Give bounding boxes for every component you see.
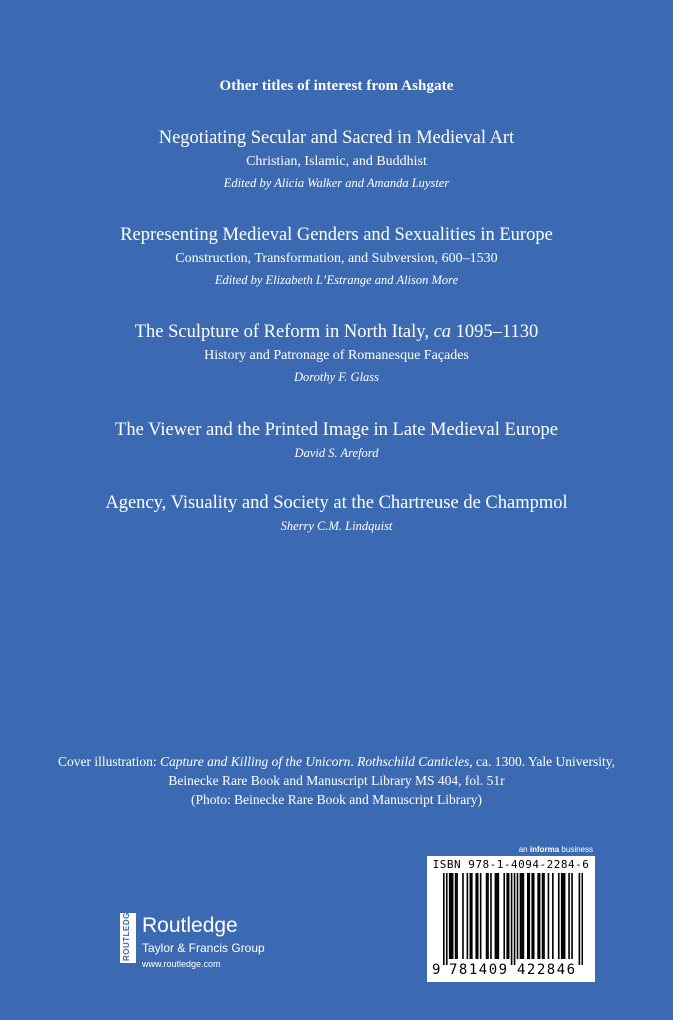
barcode-bar	[503, 873, 505, 959]
barcode-bar	[496, 873, 498, 959]
barcode-bar	[471, 873, 473, 959]
book-entry	[0, 419, 673, 461]
artwork-source: Rothschild Canticles	[357, 754, 470, 769]
barcode-bar	[579, 873, 581, 965]
barcode-bar	[480, 873, 482, 959]
barcode-bar	[523, 873, 525, 959]
book-entry	[0, 321, 673, 385]
book-author: Dorothy F. Glass	[293, 370, 380, 384]
barcode-group-2: 422846	[517, 962, 577, 978]
barcode-bar	[446, 873, 448, 965]
book-subtitle: Construction, Transformation, and Subversion, 600–1530	[175, 251, 498, 266]
barcode-bar	[561, 873, 563, 959]
barcode-bar	[490, 873, 492, 959]
barcode-bar	[542, 873, 544, 959]
barcode-bar	[462, 873, 464, 959]
book-entry	[0, 224, 673, 288]
barcode-bar	[539, 873, 541, 959]
barcode-bar	[531, 873, 533, 959]
barcode-bar	[548, 873, 550, 959]
cover-illustration-line-2: Beinecke Rare Book and Manuscript Library MS 404, fol. 51r	[168, 773, 505, 788]
logo-spine-mark	[120, 906, 136, 963]
cover-illustration-line-1: Cover illustration: Capture and Killing of the Unicorn. Rothschild Canticles, ca. 1300. Yale University,	[58, 754, 615, 769]
barcode-bar	[520, 873, 522, 959]
publisher-group: Taylor & Francis Group	[142, 941, 265, 955]
routledge-logo	[120, 906, 300, 973]
barcode-bar	[477, 873, 479, 959]
barcode-bar	[449, 873, 451, 959]
barcode-bar	[487, 873, 489, 959]
barcode-bar	[508, 873, 510, 959]
book-title-dates: 1095–1130	[451, 322, 539, 342]
barcode-bar	[543, 873, 545, 959]
publisher-name: Routledge	[142, 914, 238, 937]
book-entry	[0, 492, 673, 534]
barcode-bar	[470, 873, 472, 959]
book-title: Representing Medieval Genders and Sexualities in Europe	[120, 225, 553, 245]
book-subtitle: History and Patronage of Romanesque Façades	[204, 348, 469, 363]
book-entry	[0, 127, 673, 191]
book-title: The Viewer and the Printed Image in Late Medieval Europe	[115, 420, 558, 440]
barcode-bar	[511, 873, 513, 965]
barcode-bar	[495, 873, 497, 959]
book-subtitle: Christian, Islamic, and Buddhist	[246, 154, 427, 169]
informa-business-label: an informa business	[518, 845, 593, 854]
book-title-main: The Sculpture of Reform in North Italy,	[134, 322, 434, 342]
book-title: Negotiating Secular and Sacred in Medieval Art	[158, 128, 515, 148]
book-title-italic: ca	[433, 322, 452, 342]
barcode-bar	[533, 873, 535, 959]
cover-illustration-line-3: (Photo: Beinecke Rare Book and Manuscript Library)	[191, 792, 482, 807]
cover-illustration-credit	[0, 752, 673, 809]
barcode-bar	[562, 873, 564, 959]
barcode-bar	[552, 873, 554, 959]
barcode-bar	[498, 873, 500, 959]
section-heading: Other titles of interest from Ashgate	[219, 78, 454, 94]
book-author: David S. Areford	[294, 446, 379, 460]
barcode-bar	[582, 873, 583, 965]
barcode-bar	[568, 873, 570, 959]
book-editors: Edited by Alicia Walker and Amanda Luyster	[223, 176, 450, 190]
book-author: Sherry C.M. Lindquist	[280, 519, 393, 533]
barcode-bar	[456, 873, 458, 959]
barcode-bar	[486, 873, 488, 959]
publisher-url: www.routledge.com	[142, 959, 221, 969]
book-editors: Edited by Elizabeth L’Estrange and Alison More	[214, 273, 459, 287]
book-title	[0, 321, 673, 343]
barcode-bar	[452, 873, 454, 959]
barcode-lead-digit: 9	[432, 962, 441, 978]
barcode-bar	[455, 873, 457, 959]
barcode-bar	[521, 873, 523, 959]
barcode-bar	[564, 873, 566, 959]
barcode-bar	[514, 873, 516, 965]
barcode-bar	[475, 873, 477, 959]
barcode-group-1: 781409	[449, 962, 509, 978]
artwork-title: Capture and Killing of the Unicorn	[160, 754, 351, 769]
barcode-bar	[517, 873, 519, 959]
barcode-bar	[528, 873, 530, 959]
isbn-barcode	[427, 856, 595, 982]
barcode-bar	[443, 873, 445, 965]
barcode-bar	[571, 873, 573, 959]
barcode-bars	[443, 873, 583, 965]
barcode-bar	[506, 873, 508, 959]
barcode-bar	[450, 873, 452, 959]
book-title: Agency, Visuality and Society at the Chartreuse de Champmol	[105, 493, 568, 513]
barcode-bar	[558, 873, 560, 959]
barcode-bar	[537, 873, 539, 959]
barcode-bar	[467, 873, 469, 959]
logo-vertical-text: ROUTLEDGE	[122, 906, 131, 961]
barcode-bar	[527, 873, 529, 959]
isbn-label: ISBN 978-1-4094-2284-6	[432, 858, 590, 871]
